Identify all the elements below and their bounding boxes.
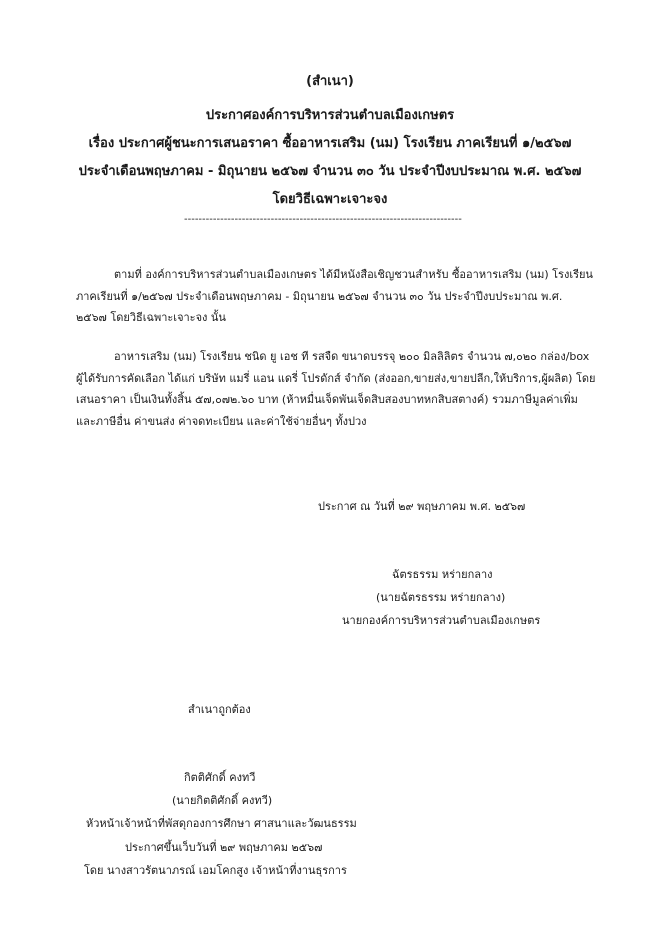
paragraph-1-line-1: ตามที่ องค์การบริหารส่วนตำบลเมืองเกษตร ได้มีหนังสือเชิญชวนสำหรับ ซื้ออาหารเสริม (นม) โรงเรียน [114,268,593,281]
paragraph-2-line-2: ผู้ได้รับการคัดเลือก ได้แก่ บริษัท แมรี่ แอน แดรี่ โปรดักส์ จำกัด (ส่งออก,ขายส่ง,ขายปลีก,ให้บริการ,ผู้ผลิต) โดย [76,371,596,385]
paragraph-1 [76,264,593,329]
certifier-name: (นายกิตติศักดิ์ คงทวี) [172,794,273,807]
header-divider: ----------------------------------------------------------------------------- [184,214,462,225]
signer-position: นายกองค์การบริหารส่วนตำบลเมืองเกษตร [342,614,541,627]
header-line-4: โดยวิธีเฉพาะเจาะจง [272,192,388,207]
signer-signature: ฉัตรธรรม หร่ายกลาง [392,568,493,581]
header-line-2: เรื่อง ประกาศผู้ชนะการเสนอราคา ซื้ออาหารเสริม (นม) โรงเรียน ภาคเรียนที่ ๑/๒๕๖๗ [88,136,572,151]
certifier-signature: กิตติศักดิ์ คงทวี [184,771,256,784]
announcement-date: ประกาศ ณ วันที่ ๒๙ พฤษภาคม พ.ศ. ๒๕๖๗ [318,500,526,513]
paragraph-2 [76,346,596,432]
copy-mark: (สำเนา) [306,74,354,89]
paragraph-1-line-3: ๒๕๖๗ โดยวิธีเฉพาะเจาะจง นั้น [76,311,226,324]
paragraph-2-line-1: อาหารเสริม (นม) โรงเรียน ชนิด ยู เอช ที รสจืด ขนาดบรรจุ ๒๐๐ มิลลิลิตร จำนวน ๗,๐๒๐ กล่อง/box [114,350,590,363]
paragraph-2-line-4: และภาษีอื่น ค่าขนส่ง ค่าจดทะเบียน และค่าใช้จ่ายอื่นๆ ทั้งปวง [76,414,367,428]
certifier-position: หัวหน้าเจ้าหน้าที่พัสดุกองการศึกษา ศาสนาและวัฒนธรรม [86,817,357,830]
paragraph-2-line-3: เสนอราคา เป็นเงินทั้งสิ้น ๕๗,๐๗๒.๖๐ บาท (ห้าหมื่นเจ็ดพันเจ็ดสิบสองบาทหกสิบสตางค์) รวมภาษีมูลค่าเพิ่ม [76,393,578,406]
paragraph-1-line-2: ภาคเรียนที่ ๑/๒๕๖๗ ประจำเดือนพฤษภาคม - มิถุนายน ๒๕๖๗ จำนวน ๓๐ วัน ประจำปีงบประมาณ พ.ศ. [76,289,563,303]
signer-name: (นายฉัตรธรรม หร่ายกลาง) [376,591,506,604]
certified-copy-label: สำเนาถูกต้อง [188,703,251,716]
web-posted-date: ประกาศขึ้นเว็บวันที่ ๒๙ พฤษภาคม ๒๕๖๗ [125,841,323,854]
posted-by: โดย นางสาวรัตนาภรณ์ เอมโคกสูง เจ้าหน้าที่งานธุรการ [84,864,347,877]
header-line-3: ประจำเดือนพฤษภาคม - มิถุนายน ๒๕๖๗ จำนวน ๓๐ วัน ประจำปีงบประมาณ พ.ศ. ๒๕๖๗ [78,164,582,179]
header-line-1: ประกาศองค์การบริหารส่วนตำบลเมืองเกษตร [205,108,455,123]
